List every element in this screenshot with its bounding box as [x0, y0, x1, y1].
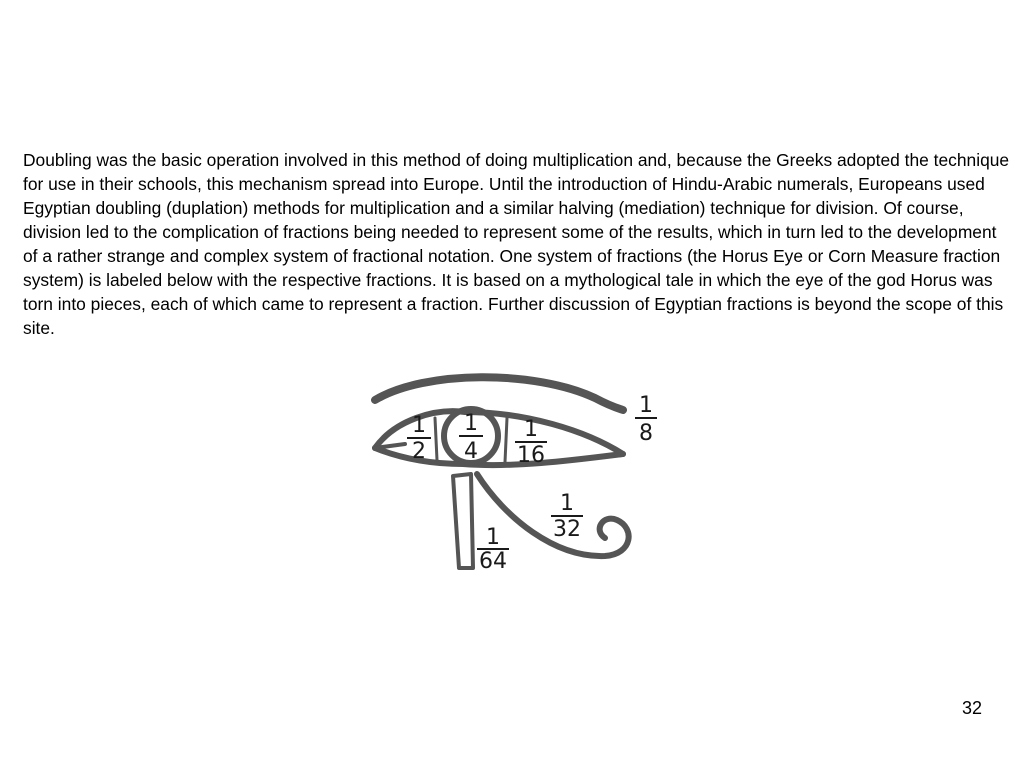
fraction-quarter-num: 1: [464, 411, 478, 436]
fraction-half-num: 1: [412, 413, 426, 438]
fraction-sixty-fourth-num: 1: [486, 525, 500, 550]
fraction-quarter-den: 4: [464, 439, 478, 464]
fraction-eighth-den: 8: [639, 421, 653, 446]
page-number: 32: [961, 698, 983, 718]
fraction-thirty-second-den: 32: [553, 517, 581, 542]
body-paragraph: Doubling was the basic operation involved in this method of doing multiplication and, because the Greeks adopted the technique for use in their schools, this mechanism spread into Europe. Until the introduction of Hindu-Arabic numerals, Europeans used Egyptian doubling (duplation) methods for multiplication and a similar halving (mediation) technique for division. Of course, division led to the complication of fractions being needed to represent some of the results, which in turn led to the development of a rather strange and complex system of fractional notation. One system of fractions (the Horus Eye or Corn Measure fraction system) is labeled below with the respective fractions. It is based on a mythological tale in which the eye of the god Horus was torn into pieces, each of which came to represent a fraction. Further discussion of Egyptian fractions is beyond the scope of this site.: [23, 150, 1010, 338]
fraction-labels: [407, 393, 657, 574]
fraction-sixteenth-num: 1: [524, 417, 538, 442]
fraction-thirty-second-num: 1: [560, 491, 574, 516]
stick-part: [453, 474, 473, 568]
fraction-half-den: 2: [412, 439, 426, 464]
horus-eye-drawing: [365, 368, 665, 578]
fraction-sixty-fourth-den: 64: [479, 549, 507, 574]
fraction-sixteenth-den: 16: [517, 443, 545, 468]
horus-eye-figure: [365, 368, 665, 578]
fraction-eighth-num: 1: [639, 393, 653, 418]
eyebrow-part: [375, 377, 623, 410]
